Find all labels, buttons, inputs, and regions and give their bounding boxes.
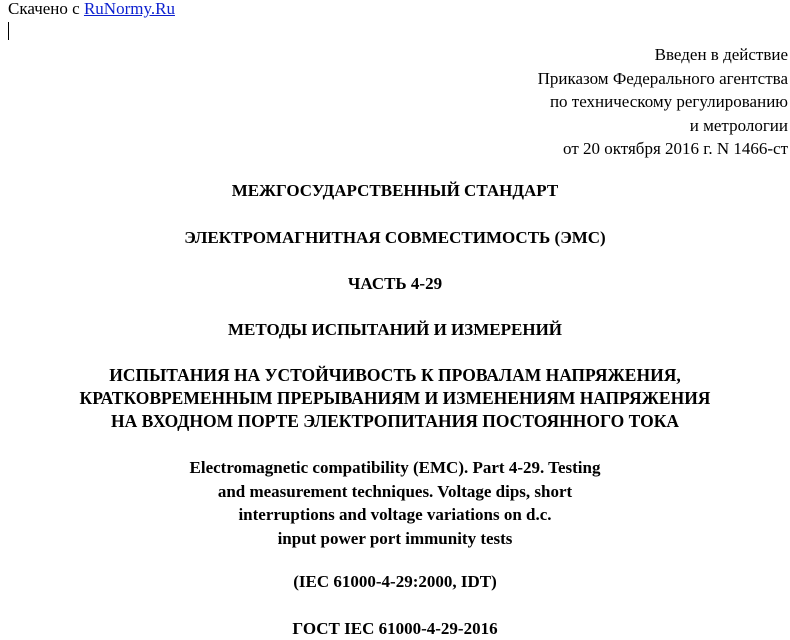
document-title [0,364,790,433]
enactment-line: по техническому регулированию [549,92,788,111]
enactment-line: Введен в действие [654,45,788,64]
title-line: КРАТКОВРЕМЕННЫМ ПРЕРЫВАНИЯМ И ИЗМЕНЕНИЯМ НАПРЯЖЕНИЯ [79,388,711,408]
series-heading: ЭЛЕКТРОМАГНИТНАЯ СОВМЕСТИМОСТЬ (ЭМС) [184,228,606,247]
enactment-line: Приказом Федерального агентства [537,68,788,88]
enactment-line: от 20 октября 2016 г. N 1466-ст [563,139,788,158]
methods-heading: МЕТОДЫ ИСПЫТАНИЙ И ИЗМЕРЕНИЙ [227,320,563,339]
enactment-note [538,43,788,161]
iec-reference: (IEC 61000-4-29:2000, IDT) [293,572,497,591]
english-title-line: and measurement techniques. Voltage dips, short [217,481,573,501]
source-link[interactable]: RuNormy.Ru [83,0,175,18]
text-cursor [8,22,9,40]
english-title-line: input power port immunity tests [277,528,513,548]
standard-type-heading: МЕЖГОСУДАРСТВЕННЫЙ СТАНДАРТ [231,181,559,200]
title-line: ИСПЫТАНИЯ НА УСТОЙЧИВОСТЬ К ПРОВАЛАМ НАПРЯЖЕНИЯ, [109,365,681,385]
english-title-line: Electromagnetic compatibility (EMC). Part 4-29. Testing [189,458,601,477]
english-title [0,456,790,550]
english-title-line: interruptions and voltage variations on d.c. [238,505,552,524]
gost-number: ГОСТ IEC 61000-4-29-2016 [292,619,498,638]
source-prefix: Скачено с [8,0,84,18]
enactment-line: и метрологии [689,115,788,135]
title-line: НА ВХОДНОМ ПОРТЕ ЭЛЕКТРОПИТАНИЯ ПОСТОЯННОГО ТОКА [110,411,680,431]
part-heading: ЧАСТЬ 4-29 [347,274,443,293]
source-line [8,0,175,19]
